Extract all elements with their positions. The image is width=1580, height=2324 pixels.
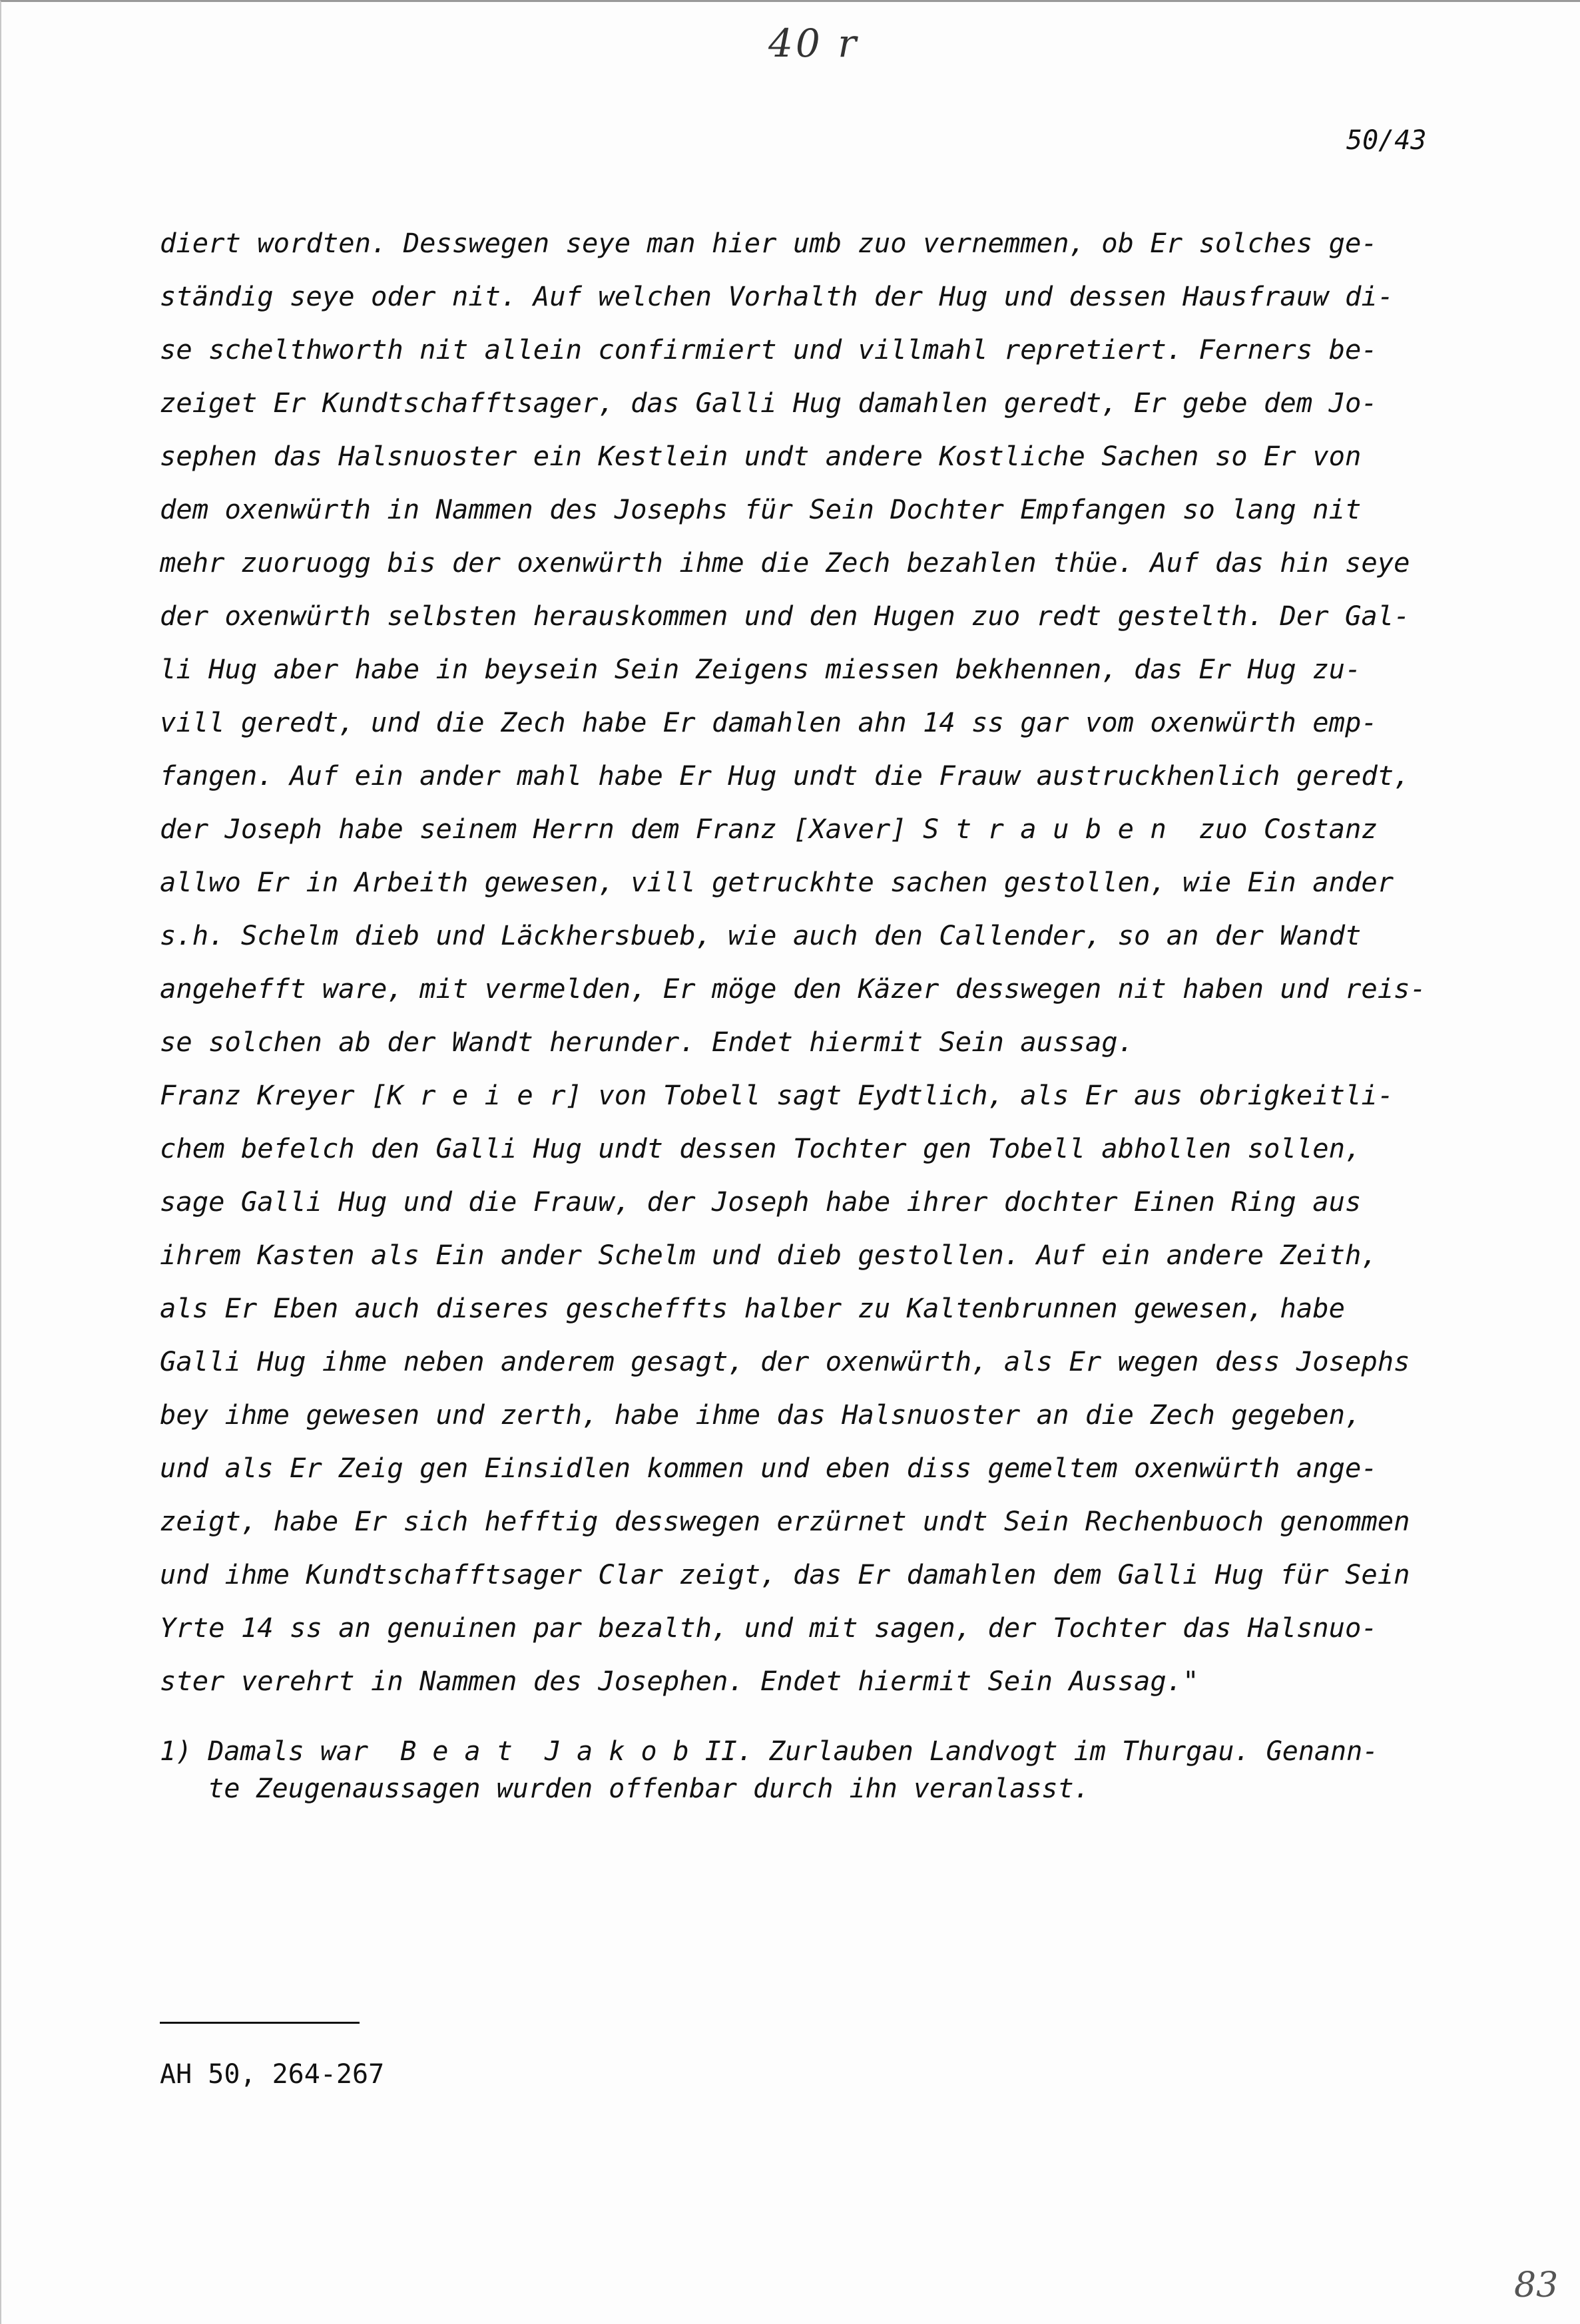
body-line: vill geredt, und die Zech habe Er damahlen ahn 14 ss gar vom oxenwürth emp- [160, 706, 1378, 738]
body-line: Franz Kreyer [K r e i e r] von Tobell sagt Eydtlich, als Er aus obrigkeitli- [160, 1079, 1394, 1111]
source-reference: AH 50, 264-267 [160, 2059, 385, 2090]
body-line: dem oxenwürth in Nammen des Josephs für Sein Dochter Empfangen so lang nit [160, 493, 1362, 525]
body-line: se schelthworth nit allein confirmiert und villmahl repretiert. Ferners be- [160, 334, 1378, 365]
body-line: sage Galli Hug und die Frauw, der Joseph habe ihrer dochter Einen Ring aus [160, 1186, 1362, 1218]
body-line: ster verehrt in Nammen des Josephen. Endet hiermit Sein Aussag." [160, 1665, 1199, 1697]
body-line: als Er Eben auch diseres gescheffts halber zu Kaltenbrunnen gewesen, habe [160, 1292, 1345, 1324]
body-line: allwo Er in Arbeith gewesen, vill getruckhte sachen gestollen, wie Ein ander [160, 866, 1394, 898]
footnote [160, 1733, 1465, 1807]
body-line: s.h. Schelm dieb und Läckhersbueb, wie auch den Callender, so an der Wandt [160, 919, 1362, 951]
body-line: fangen. Auf ein ander mahl habe Er Hug undt die Frauw austruckhenlich geredt, [160, 760, 1410, 792]
body-line: sephen das Halsnuoster ein Kestlein undt andere Kostliche Sachen so Er von [160, 440, 1362, 472]
body-line: ständig seye oder nit. Auf welchen Vorhalth der Hug und dessen Hausfrauw di- [160, 280, 1394, 312]
body-line: angehefft ware, mit vermelden, Er möge den Käzer desswegen nit haben und reis- [160, 973, 1426, 1005]
separator-rule [160, 2022, 360, 2024]
body-line: und ihme Kundtschafftsager Clar zeigt, das Er damahlen dem Galli Hug für Sein [160, 1558, 1410, 1590]
body-line: und als Er Zeig gen Einsidlen kommen und eben diss gemeltem oxenwürth ange- [160, 1452, 1378, 1484]
body-line: der oxenwürth selbsten herauskommen und den Hugen zuo redt gestelth. Der Gal- [160, 600, 1410, 632]
body-text [160, 216, 1465, 1708]
body-line: ihrem Kasten als Ein ander Schelm und dieb gestollen. Auf ein andere Zeith, [160, 1239, 1378, 1271]
body-line: chem befelch den Galli Hug undt dessen Tochter gen Tobell abhollen sollen, [160, 1132, 1362, 1164]
body-line: Yrte 14 ss an genuinen par bezalth, und mit sagen, der Tochter das Halsnuo- [160, 1612, 1378, 1644]
body-line: Galli Hug ihme neben anderem gesagt, der oxenwürth, als Er wegen dess Josephs [160, 1345, 1410, 1377]
body-line: zeigt, habe Er sich hefftig desswegen erzürnet undt Sein Rechenbuoch genommen [160, 1505, 1410, 1537]
body-line: se solchen ab der Wandt herunder. Endet hiermit Sein aussag. [160, 1026, 1134, 1058]
body-line: bey ihme gewesen und zerth, habe ihme das Halsnuoster an die Zech gegeben, [160, 1399, 1362, 1431]
body-line: li Hug aber habe in beysein Sein Zeigens miessen bekhennen, das Er Hug zu- [160, 653, 1362, 685]
body-line: der Joseph habe seinem Herrn dem Franz [Xaver] S t r a u b e n zuo Costanz [160, 813, 1378, 845]
footnote-line: te Zeugenaussagen wurden offenbar durch ihn veranlasst. [160, 1773, 1090, 1804]
handwritten-page-mark: 83 [1514, 2265, 1559, 2305]
handwritten-folio-mark: 40 r [768, 21, 859, 66]
body-line: diert wordten. Desswegen seye man hier umb zuo vernemmen, ob Er solches ge- [160, 227, 1378, 259]
footnote-line: 1) Damals war B e a t J a k o b II. Zurlauben Landvogt im Thurgau. Genann- [160, 1736, 1379, 1767]
body-line: zeiget Er Kundtschafftsager, das Galli Hug damahlen geredt, Er gebe dem Jo- [160, 387, 1378, 419]
body-line: mehr zuoruogg bis der oxenwürth ihme die Zech bezahlen thüe. Auf das hin seye [160, 547, 1410, 579]
page-number: 50/43 [1346, 125, 1427, 156]
